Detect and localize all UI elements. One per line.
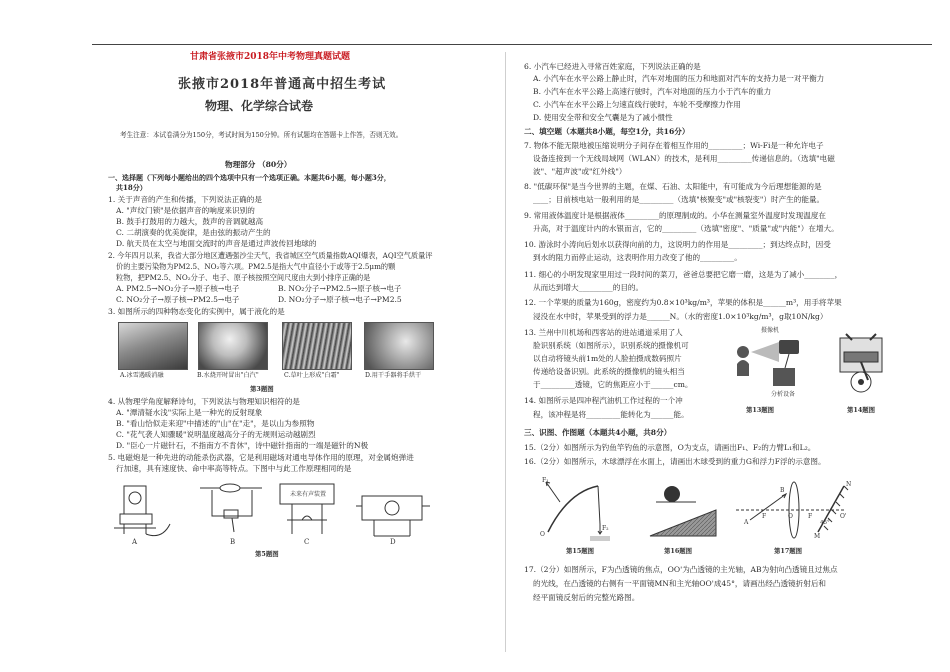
fig17-lens-diagram [736,476,856,540]
q17-line: 17.（2分）如图所示，F为凸透镜的焦点，OO'为凸透镜的主光轴，AB为射向凸透镜且过焦点 [524,565,838,574]
q2-option-d: D. NO₂分子→原子核→电子→PM2.5 [278,295,402,304]
q6-option-b: B. 小汽车在水平公路上高速行驶时，汽车对地面的压力小于汽车的重力 [533,87,772,96]
q13-line: 13. 兰州中川机场和西客站的进站通道采用了人 [524,328,683,337]
q8-line: ____；目前核电站一般利用的是_________（选填"核聚变"或"核裂变"）时产生的能量。 [533,195,825,204]
fig17-label-a: A [744,519,749,526]
top-rule [92,44,932,45]
fig17-label-b: B [780,487,785,494]
fig3-caption: 第3题图 [250,385,274,393]
person-head-icon [737,346,749,358]
q12-line: 12. 一个苹果的质量为160g，密度约为0.8×10³kg/m³，苹果的体积是______m³，用手将苹果 [524,298,842,307]
fig15-fishing-rod [538,474,618,542]
q3-photo-d [364,322,434,370]
q6-option-d: D. 使用安全带和安全气囊是为了减小惯性 [533,113,673,122]
fig13-camera-label: 摄像机 [761,327,780,334]
q13-line: 传递给设备识别。此系统的摄像机的镜头相当 [533,367,685,376]
camera-icon [779,340,799,354]
fig17-caption: 第17题图 [774,547,803,555]
exam-subtitle: 物理、化学综合试卷 [205,99,314,113]
q5-note-box: 未来有声装置 [290,491,327,498]
q3-caption-d: D.用干手器将手烘干 [365,372,422,379]
wooden-ball-icon [664,486,680,502]
q3-photo-b [198,322,268,370]
fig17-label-f-left: F [762,513,767,520]
q4-line: 4. 从物理学角度解释诗句，下列说法与物理知识相符的是 [108,397,300,406]
q7-line: 设备连接到一个无线局域网（WLAN）的技术，是利用_________传递信息的。（选填"电磁 [533,154,835,163]
q10-line: 10. 游泳时小涛向后划水以获得向前的力，这说明力的作用是_________；到达终点时，因受 [524,240,831,249]
q6-line: 6. 小汽车已经进入寻常百姓家庭，下列说法正确的是 [524,62,701,71]
q4-option-c: C. "花气袭人知骤暖"说明温度越高分子的无规则运动越剧烈 [116,430,316,439]
fig17-label-o-prime: O' [840,513,847,520]
q14-line: 程，该冲程是将_________能转化为______能。 [533,410,689,419]
q7-line: 波"、"超声波"或"红外线"） [533,167,627,176]
fig17-label-o: O [788,513,793,520]
q11-line: 11. 细心的小明发现家里用过一段时间的菜刀，爸爸总要把它磨一磨，这是为了减小________， [524,270,843,279]
fig15-caption: 第15题图 [566,547,595,555]
q9-line: 9. 常用液体温度计是根据液体_________的原理制成的。小华在测量室外温度时发现温度在 [524,211,827,220]
q2-option-a: A. PM2.5→NO₂分子→原子核→电子 [116,284,240,293]
fig5-caption: 第5题图 [255,550,279,558]
fig13-device-label: 分析设备 [771,391,796,398]
q10-line: 到水的阻力而停止运动，这表明作用力改变了他的_________。 [533,253,742,262]
q5-line: 行加速，具有速度快、命中率高等特点。下图中与此工作原理相同的是 [116,464,352,473]
q3-photo-a [118,322,188,370]
q1-line: 1. 关于声音的产生和传播，下列说法正确的是 [108,195,262,204]
q17-line: 经平面镜反射后的完整光路图。 [533,593,640,602]
q3-caption-b: B.水烧开时冒出"白汽" [197,372,259,379]
exam-title: 张掖市2018年普通高中招生考试 [178,77,387,92]
fig14-caption: 第14题图 [847,406,876,414]
q6-option-c: C. 小汽车在水平公路上匀速直线行驶时，车轮不受摩擦力作用 [533,100,741,109]
q5-option-b-diagram [200,484,262,532]
q14-line: 14. 如图所示是四冲程汽油机工作过程的一个冲 [524,396,683,405]
q2-option-b: B. NO₂分子→PM2.5→原子核→电子 [278,284,402,293]
camera-view-cone [751,342,779,362]
q5-option-d-diagram [356,496,430,536]
physics-section-title: 物理部分 （80分） [225,160,292,169]
fig13-caption: 第13题图 [746,406,775,414]
q2-option-c: C. NO₂分子→原子核→PM2.5→电子 [116,295,240,304]
analysis-device-icon [773,368,795,386]
fig17-label-f-right: F [808,513,813,520]
q5-label-d: D [390,538,396,546]
q5-figure [112,476,442,546]
q4-option-d: D. "臣心一片磁针石，不指南方不肯休"，诗中磁针指南的一端是磁针的N极 [116,441,369,450]
q4-option-b: B. "看山恰似走来迎"中描述的"山"在"走"，是以山为参照物 [116,419,315,428]
q3-caption-c: C.草叶上形成"白霜" [284,372,340,379]
fig15-label-f1: F₁ [542,477,549,484]
q5-label-a: A [132,538,138,546]
q5-label-b: B [230,538,236,546]
fig15-label-f2: F₂ [602,525,609,532]
q9-line: 升高，对于温度计内的水银而言，它的_________（选填"密度"、"质量"或"内能"）在增大。 [533,224,839,233]
q8-line: 8. "低碳环保"是当今世界的主题，在煤、石油、太阳能中，有可能成为今后理想能源的是 [524,182,822,191]
section1-header: 一、选择题（下列每小题给出的四个选项中只有一个选项正确。本题共6小题，每小题3分， [108,173,391,182]
banner-title: 甘肃省张掖市2018年中考物理真题试题 [190,52,351,62]
q3-caption-a: A.冰雪遇暖消融 [120,372,164,379]
q1-option-b: B. 鼓手打鼓用的力越大，鼓声的音调就越高 [116,217,264,226]
q11-line: 从而达到增大_________的目的。 [533,283,644,292]
q17-line: 的光线，在凸透镜的右侧有一平面镜MN和主光轴OO'成45°，请画出经凸透镜折射后和 [533,579,827,588]
q2-line: 价的主要污染物为PM2.5、NO₂等六项。PM2.5是指大气中直径小于或等于2.5μm的颗 [116,262,396,271]
q12-line: 浸没在水中时，苹果受到的浮力是______N。（水的密度1.0×10³kg/m³，g取10N/kg） [533,312,828,321]
fig17-label-n: N [846,481,852,488]
q1-option-c: C. 二胡演奏的优美旋律，是由弦的振动产生的 [116,228,271,237]
fig16-caption: 第16题图 [664,547,693,555]
section3-header: 三、识图、作图题（本题共4小题，共8分） [524,428,672,437]
section1-header-cont: 共18分） [116,183,147,192]
q1-option-a: A. "声纹门锁"是依据声音的响度来识别的 [116,206,255,215]
fig17-label-angle: 45° [820,520,830,526]
q13-line: 脸识别系统（如图所示），识别系统的摄像机可 [533,341,689,350]
fig17-label-m: M [814,533,821,540]
q6-option-a: A. 小汽车在水平公路上静止时，汽车对地面的压力和地面对汽车的支持力是一对平衡力 [533,74,825,83]
q15-line: 15.（2分）如图所示为钓鱼竿钓鱼的示意图，O为支点，请画出F₁、F₂的力臂L₁和L₂。 [524,443,816,452]
q1-option-d: D. 航天员在太空与地面交流时的声音是通过声波传回地球的 [116,239,317,248]
q13-line: 于_________透镜，它的焦距应小于______cm。 [533,380,693,389]
q3-photo-c [282,322,352,370]
column-divider [505,52,506,652]
q2-line: 粒物，把PM2.5、NO₂分子、电子、原子核按照空间尺度由大到小排序正确的是 [116,273,371,282]
section2-header: 二、填空题（本题共8小题，每空1分，共16分） [524,127,690,136]
q5-line: 5. 电磁炮是一种先进的动能杀伤武器，它是利用磁场对通电导体作用的原理，对金属炮弹进 [108,453,414,462]
fig15-label-o: O [540,531,545,538]
q5-label-c: C [304,538,310,546]
fig14-engine-diagram [832,332,890,398]
fig16-floating-ball [648,480,720,540]
q4-option-a: A. "潭清疑水浅"实际上是一种光的反射现象 [116,408,263,417]
person-body-icon [737,360,749,376]
q3-line: 3. 如图所示的四种物态变化的实例中，属于液化的是 [108,307,285,316]
q13-line: 以自动将镜头前1m处的人脸拍摄成数码照片 [533,354,682,363]
exam-note: 考生注意：本试卷满分为150分，考试时间为150分钟。所有试题均在答题卡上作答，否则无效。 [120,131,403,139]
q16-line: 16.（2分）如图所示，木球漂浮在水面上，请画出木球受到的重力G和浮力F浮的示意图。 [524,457,826,466]
q2-line: 2. 今年四月以来，我省大部分地区遭遇强沙尘天气，我省城区空气质量指数AQI爆表，AQI空气质量评 [108,251,433,260]
q5-option-a-diagram [114,486,170,536]
fig13-diagram [733,322,823,400]
q7-line: 7. 物体不能无限地被压缩说明分子间存在着相互作用的_________；Wi-Fi是一种允许电子 [524,141,824,150]
